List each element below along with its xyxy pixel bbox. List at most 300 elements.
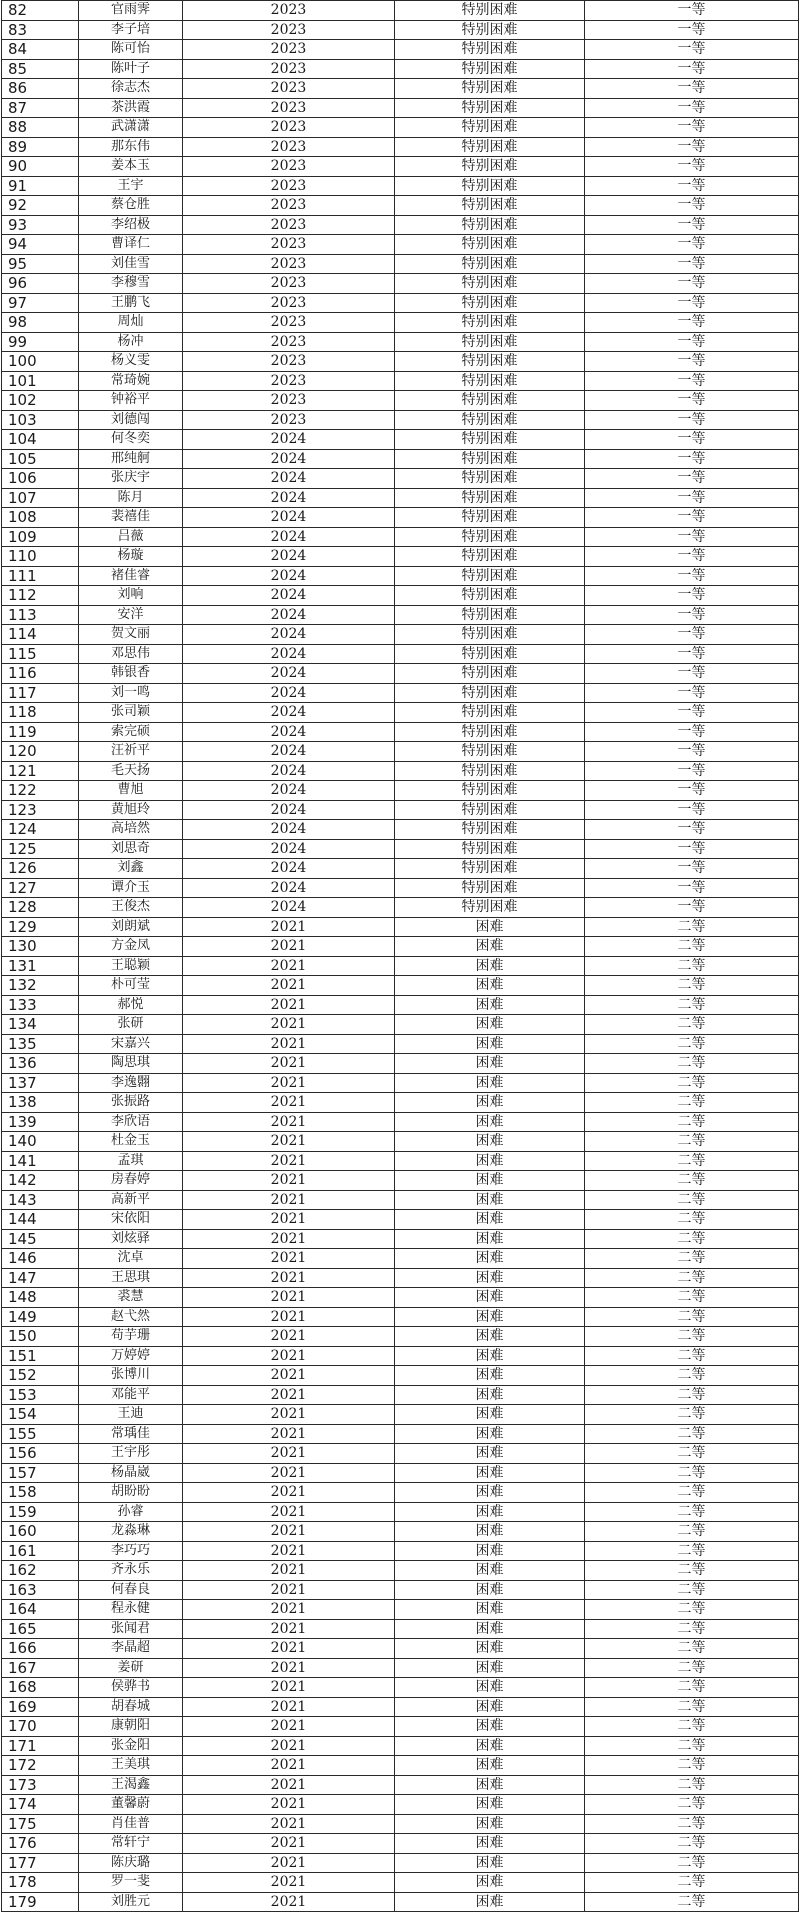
grade-year-cell: 2024 <box>183 586 395 606</box>
row-number-cell: 122 <box>2 781 79 801</box>
grade-year-cell: 2021 <box>183 1268 395 1288</box>
grade-year-cell: 2021 <box>183 1034 395 1054</box>
award-level-cell: 一等 <box>585 586 799 606</box>
difficulty-category-cell: 困难 <box>395 1307 585 1327</box>
difficulty-category-cell: 特别困难 <box>395 235 585 255</box>
grade-year-cell: 2021 <box>183 1346 395 1366</box>
student-name-cell: 黄旭玲 <box>79 800 183 820</box>
grade-year-cell: 2023 <box>183 391 395 411</box>
table-row <box>2 59 799 79</box>
difficulty-category-cell: 特别困难 <box>395 742 585 762</box>
award-level-cell: 一等 <box>585 274 799 294</box>
table-row <box>2 1171 799 1191</box>
table-row <box>2 1795 799 1815</box>
grade-year-cell: 2024 <box>183 430 395 450</box>
award-level-cell: 二等 <box>585 1717 799 1737</box>
difficulty-category-cell: 特别困难 <box>395 703 585 723</box>
award-level-cell: 二等 <box>585 1775 799 1795</box>
grade-year-cell: 2021 <box>183 1132 395 1152</box>
difficulty-category-cell: 困难 <box>395 1210 585 1230</box>
table-row <box>2 605 799 625</box>
award-level-cell: 二等 <box>585 917 799 937</box>
award-level-cell: 二等 <box>585 1658 799 1678</box>
award-level-cell: 一等 <box>585 527 799 547</box>
award-level-cell: 二等 <box>585 1268 799 1288</box>
grade-year-cell: 2024 <box>183 449 395 469</box>
difficulty-category-cell: 特别困难 <box>395 215 585 235</box>
row-number-cell: 178 <box>2 1873 79 1893</box>
student-name-cell: 李子培 <box>79 20 183 40</box>
difficulty-category-cell: 困难 <box>395 1424 585 1444</box>
table-row <box>2 742 799 762</box>
grade-year-cell: 2021 <box>183 1775 395 1795</box>
student-name-cell: 胡春城 <box>79 1697 183 1717</box>
difficulty-category-cell: 困难 <box>395 1892 585 1912</box>
student-name-cell: 常轩宁 <box>79 1834 183 1854</box>
award-level-cell: 一等 <box>585 313 799 333</box>
grade-year-cell: 2021 <box>183 1151 395 1171</box>
award-level-cell: 二等 <box>585 1151 799 1171</box>
award-level-cell: 一等 <box>585 625 799 645</box>
difficulty-category-cell: 特别困难 <box>395 20 585 40</box>
difficulty-category-cell: 困难 <box>395 1112 585 1132</box>
grade-year-cell: 2023 <box>183 254 395 274</box>
table-row <box>2 1190 799 1210</box>
student-name-cell: 王思琪 <box>79 1268 183 1288</box>
table-row <box>2 820 799 840</box>
table-row <box>2 898 799 918</box>
grade-year-cell: 2024 <box>183 898 395 918</box>
grade-year-cell: 2021 <box>183 1580 395 1600</box>
row-number-cell: 152 <box>2 1366 79 1386</box>
difficulty-category-cell: 特别困难 <box>395 664 585 684</box>
award-level-cell: 二等 <box>585 1561 799 1581</box>
difficulty-category-cell: 特别困难 <box>395 313 585 333</box>
row-number-cell: 170 <box>2 1717 79 1737</box>
student-name-cell: 万婷婷 <box>79 1346 183 1366</box>
table-body <box>2 1 799 1912</box>
award-level-cell: 一等 <box>585 644 799 664</box>
student-name-cell: 侯骅书 <box>79 1678 183 1698</box>
difficulty-category-cell: 特别困难 <box>395 332 585 352</box>
award-level-cell: 一等 <box>585 196 799 216</box>
row-number-cell: 93 <box>2 215 79 235</box>
row-number-cell: 97 <box>2 293 79 313</box>
difficulty-category-cell: 特别困难 <box>395 508 585 528</box>
difficulty-category-cell: 特别困难 <box>395 644 585 664</box>
table-row <box>2 1658 799 1678</box>
difficulty-category-cell: 困难 <box>395 1600 585 1620</box>
student-name-cell: 那东伟 <box>79 137 183 157</box>
row-number-cell: 160 <box>2 1522 79 1542</box>
table-row <box>2 1892 799 1912</box>
table-row <box>2 1639 799 1659</box>
table-row <box>2 761 799 781</box>
grade-year-cell: 2021 <box>183 1658 395 1678</box>
award-level-cell: 二等 <box>585 1307 799 1327</box>
award-level-cell: 二等 <box>585 1405 799 1425</box>
student-name-cell: 宋嘉兴 <box>79 1034 183 1054</box>
grade-year-cell: 2021 <box>183 1483 395 1503</box>
difficulty-category-cell: 特别困难 <box>395 196 585 216</box>
row-number-cell: 164 <box>2 1600 79 1620</box>
student-name-cell: 陶思琪 <box>79 1054 183 1074</box>
grade-year-cell: 2024 <box>183 488 395 508</box>
student-name-cell: 王迪 <box>79 1405 183 1425</box>
student-name-cell: 朴可莹 <box>79 976 183 996</box>
grade-year-cell: 2023 <box>183 215 395 235</box>
student-name-cell: 宋依阳 <box>79 1210 183 1230</box>
table-row <box>2 391 799 411</box>
grade-year-cell: 2021 <box>183 1171 395 1191</box>
difficulty-category-cell: 特别困难 <box>395 59 585 79</box>
student-name-cell: 邓能平 <box>79 1385 183 1405</box>
award-level-cell: 二等 <box>585 1190 799 1210</box>
row-number-cell: 157 <box>2 1463 79 1483</box>
table-row <box>2 1580 799 1600</box>
student-name-cell: 韩银香 <box>79 664 183 684</box>
row-number-cell: 175 <box>2 1814 79 1834</box>
table-row <box>2 625 799 645</box>
table-row <box>2 1385 799 1405</box>
grade-year-cell: 2023 <box>183 332 395 352</box>
table-row <box>2 703 799 723</box>
award-level-cell: 二等 <box>585 995 799 1015</box>
award-level-cell: 一等 <box>585 157 799 177</box>
student-name-cell: 方金凤 <box>79 937 183 957</box>
grade-year-cell: 2021 <box>183 1054 395 1074</box>
difficulty-category-cell: 困难 <box>395 1639 585 1659</box>
table-row <box>2 1 799 21</box>
award-level-cell: 一等 <box>585 761 799 781</box>
row-number-cell: 159 <box>2 1502 79 1522</box>
award-level-cell: 二等 <box>585 1132 799 1152</box>
difficulty-category-cell: 困难 <box>395 1346 585 1366</box>
row-number-cell: 107 <box>2 488 79 508</box>
table-row <box>2 1619 799 1639</box>
row-number-cell: 161 <box>2 1541 79 1561</box>
row-number-cell: 167 <box>2 1658 79 1678</box>
student-name-cell: 陈庆璐 <box>79 1853 183 1873</box>
difficulty-category-cell: 特别困难 <box>395 469 585 489</box>
student-name-cell: 褚佳睿 <box>79 566 183 586</box>
difficulty-category-cell: 困难 <box>395 1483 585 1503</box>
student-name-cell: 李穆雪 <box>79 274 183 294</box>
award-level-cell: 二等 <box>585 1054 799 1074</box>
difficulty-category-cell: 困难 <box>395 1054 585 1074</box>
award-level-cell: 一等 <box>585 820 799 840</box>
row-number-cell: 147 <box>2 1268 79 1288</box>
student-name-cell: 常瑀佳 <box>79 1424 183 1444</box>
student-name-cell: 武潇潇 <box>79 118 183 138</box>
award-level-cell: 一等 <box>585 449 799 469</box>
student-name-cell: 王鹏飞 <box>79 293 183 313</box>
grade-year-cell: 2023 <box>183 410 395 430</box>
row-number-cell: 111 <box>2 566 79 586</box>
grade-year-cell: 2024 <box>183 527 395 547</box>
grade-year-cell: 2021 <box>183 1678 395 1698</box>
grade-year-cell: 2024 <box>183 469 395 489</box>
row-number-cell: 83 <box>2 20 79 40</box>
row-number-cell: 85 <box>2 59 79 79</box>
award-level-cell: 一等 <box>585 118 799 138</box>
row-number-cell: 103 <box>2 410 79 430</box>
table-row <box>2 352 799 372</box>
student-name-cell: 安洋 <box>79 605 183 625</box>
student-name-cell: 张振路 <box>79 1093 183 1113</box>
difficulty-category-cell: 特别困难 <box>395 449 585 469</box>
award-level-cell: 二等 <box>585 1483 799 1503</box>
row-number-cell: 126 <box>2 859 79 879</box>
row-number-cell: 96 <box>2 274 79 294</box>
grade-year-cell: 2021 <box>183 1873 395 1893</box>
difficulty-category-cell: 困难 <box>395 1580 585 1600</box>
grade-year-cell: 2021 <box>183 917 395 937</box>
table-row <box>2 1541 799 1561</box>
award-level-cell: 二等 <box>585 1229 799 1249</box>
student-name-cell: 张庆宇 <box>79 469 183 489</box>
grade-year-cell: 2021 <box>183 1600 395 1620</box>
row-number-cell: 117 <box>2 683 79 703</box>
row-number-cell: 95 <box>2 254 79 274</box>
student-name-cell: 周灿 <box>79 313 183 333</box>
grade-year-cell: 2021 <box>183 1307 395 1327</box>
row-number-cell: 125 <box>2 839 79 859</box>
row-number-cell: 136 <box>2 1054 79 1074</box>
difficulty-category-cell: 特别困难 <box>395 79 585 99</box>
difficulty-category-cell: 困难 <box>395 1697 585 1717</box>
student-name-cell: 赵弋然 <box>79 1307 183 1327</box>
difficulty-category-cell: 困难 <box>395 1756 585 1776</box>
student-name-cell: 李巧巧 <box>79 1541 183 1561</box>
row-number-cell: 169 <box>2 1697 79 1717</box>
row-number-cell: 87 <box>2 98 79 118</box>
row-number-cell: 149 <box>2 1307 79 1327</box>
student-name-cell: 曹译仁 <box>79 235 183 255</box>
grade-year-cell: 2021 <box>183 956 395 976</box>
table-row <box>2 274 799 294</box>
row-number-cell: 116 <box>2 664 79 684</box>
award-level-cell: 二等 <box>585 1444 799 1464</box>
difficulty-category-cell: 困难 <box>395 1034 585 1054</box>
grade-year-cell: 2021 <box>183 1697 395 1717</box>
difficulty-category-cell: 困难 <box>395 1463 585 1483</box>
grade-year-cell: 2021 <box>183 1834 395 1854</box>
award-level-cell: 二等 <box>585 1502 799 1522</box>
table-row <box>2 1307 799 1327</box>
table-row <box>2 254 799 274</box>
grade-year-cell: 2023 <box>183 176 395 196</box>
row-number-cell: 150 <box>2 1327 79 1347</box>
student-name-cell: 王宇彤 <box>79 1444 183 1464</box>
grade-year-cell: 2021 <box>183 1639 395 1659</box>
table-row <box>2 839 799 859</box>
row-number-cell: 105 <box>2 449 79 469</box>
grade-year-cell: 2024 <box>183 664 395 684</box>
table-row <box>2 1424 799 1444</box>
difficulty-category-cell: 困难 <box>395 956 585 976</box>
row-number-cell: 154 <box>2 1405 79 1425</box>
row-number-cell: 118 <box>2 703 79 723</box>
student-name-cell: 蔡仓胜 <box>79 196 183 216</box>
row-number-cell: 153 <box>2 1385 79 1405</box>
difficulty-category-cell: 困难 <box>395 1444 585 1464</box>
difficulty-category-cell: 困难 <box>395 1151 585 1171</box>
difficulty-category-cell: 困难 <box>395 917 585 937</box>
grade-year-cell: 2021 <box>183 1366 395 1386</box>
row-number-cell: 158 <box>2 1483 79 1503</box>
student-name-cell: 裘慧 <box>79 1288 183 1308</box>
award-level-cell: 二等 <box>585 1678 799 1698</box>
grade-year-cell: 2021 <box>183 1853 395 1873</box>
award-level-cell: 一等 <box>585 566 799 586</box>
award-level-cell: 一等 <box>585 254 799 274</box>
difficulty-category-cell: 困难 <box>395 1619 585 1639</box>
student-name-cell: 张研 <box>79 1015 183 1035</box>
award-level-cell: 二等 <box>585 1736 799 1756</box>
award-level-cell: 二等 <box>585 1327 799 1347</box>
row-number-cell: 82 <box>2 1 79 21</box>
difficulty-category-cell: 困难 <box>395 1268 585 1288</box>
award-level-cell: 一等 <box>585 664 799 684</box>
table-row <box>2 1756 799 1776</box>
row-number-cell: 113 <box>2 605 79 625</box>
table-row <box>2 956 799 976</box>
grade-year-cell: 2024 <box>183 820 395 840</box>
difficulty-category-cell: 困难 <box>395 1658 585 1678</box>
award-level-cell: 一等 <box>585 839 799 859</box>
difficulty-category-cell: 特别困难 <box>395 761 585 781</box>
row-number-cell: 172 <box>2 1756 79 1776</box>
award-level-cell: 一等 <box>585 40 799 60</box>
award-level-cell: 一等 <box>585 859 799 879</box>
grade-year-cell: 2024 <box>183 839 395 859</box>
table-row <box>2 449 799 469</box>
difficulty-category-cell: 困难 <box>395 1717 585 1737</box>
difficulty-category-cell: 困难 <box>395 1541 585 1561</box>
grade-year-cell: 2021 <box>183 1327 395 1347</box>
grade-year-cell: 2021 <box>183 1756 395 1776</box>
difficulty-category-cell: 特别困难 <box>395 781 585 801</box>
difficulty-category-cell: 困难 <box>395 1366 585 1386</box>
row-number-cell: 94 <box>2 235 79 255</box>
award-level-cell: 二等 <box>585 1697 799 1717</box>
grade-year-cell: 2024 <box>183 878 395 898</box>
award-level-cell: 一等 <box>585 391 799 411</box>
roster-table <box>1 0 799 1912</box>
grade-year-cell: 2024 <box>183 625 395 645</box>
grade-year-cell: 2023 <box>183 196 395 216</box>
table-row <box>2 469 799 489</box>
grade-year-cell: 2024 <box>183 742 395 762</box>
grade-year-cell: 2024 <box>183 703 395 723</box>
difficulty-category-cell: 特别困难 <box>395 586 585 606</box>
grade-year-cell: 2021 <box>183 937 395 957</box>
student-name-cell: 陈叶子 <box>79 59 183 79</box>
table-row <box>2 430 799 450</box>
difficulty-category-cell: 困难 <box>395 1405 585 1425</box>
row-number-cell: 179 <box>2 1892 79 1912</box>
table-row <box>2 176 799 196</box>
student-name-cell: 张司颖 <box>79 703 183 723</box>
row-number-cell: 141 <box>2 1151 79 1171</box>
row-number-cell: 131 <box>2 956 79 976</box>
student-name-cell: 郝悦 <box>79 995 183 1015</box>
student-name-cell: 房春婷 <box>79 1171 183 1191</box>
table-row <box>2 1249 799 1269</box>
table-row <box>2 79 799 99</box>
grade-year-cell: 2023 <box>183 98 395 118</box>
table-row <box>2 1678 799 1698</box>
grade-year-cell: 2023 <box>183 79 395 99</box>
table-row <box>2 118 799 138</box>
table-row <box>2 1093 799 1113</box>
grade-year-cell: 2021 <box>183 1717 395 1737</box>
table-row <box>2 1366 799 1386</box>
table-row <box>2 800 799 820</box>
difficulty-category-cell: 困难 <box>395 1795 585 1815</box>
award-level-cell: 二等 <box>585 1112 799 1132</box>
award-level-cell: 一等 <box>585 488 799 508</box>
student-name-cell: 董馨蔚 <box>79 1795 183 1815</box>
student-name-cell: 王俊杰 <box>79 898 183 918</box>
award-level-cell: 二等 <box>585 1424 799 1444</box>
row-number-cell: 119 <box>2 722 79 742</box>
difficulty-category-cell: 困难 <box>395 1288 585 1308</box>
student-name-cell: 沈卓 <box>79 1249 183 1269</box>
difficulty-category-cell: 困难 <box>395 1502 585 1522</box>
table-row <box>2 20 799 40</box>
student-name-cell: 孙睿 <box>79 1502 183 1522</box>
award-level-cell: 一等 <box>585 878 799 898</box>
student-name-cell: 毛天扬 <box>79 761 183 781</box>
student-name-cell: 刘一鸣 <box>79 683 183 703</box>
table-row <box>2 215 799 235</box>
grade-year-cell: 2023 <box>183 137 395 157</box>
row-number-cell: 102 <box>2 391 79 411</box>
student-name-cell: 李欣语 <box>79 1112 183 1132</box>
award-level-cell: 一等 <box>585 20 799 40</box>
row-number-cell: 100 <box>2 352 79 372</box>
table-row <box>2 1268 799 1288</box>
row-number-cell: 156 <box>2 1444 79 1464</box>
grade-year-cell: 2023 <box>183 20 395 40</box>
row-number-cell: 165 <box>2 1619 79 1639</box>
grade-year-cell: 2023 <box>183 371 395 391</box>
table-row <box>2 878 799 898</box>
student-name-cell: 钟裕平 <box>79 391 183 411</box>
grade-year-cell: 2023 <box>183 59 395 79</box>
row-number-cell: 151 <box>2 1346 79 1366</box>
difficulty-category-cell: 困难 <box>395 976 585 996</box>
grade-year-cell: 2021 <box>183 1736 395 1756</box>
grade-year-cell: 2021 <box>183 1444 395 1464</box>
row-number-cell: 145 <box>2 1229 79 1249</box>
grade-year-cell: 2024 <box>183 722 395 742</box>
row-number-cell: 163 <box>2 1580 79 1600</box>
difficulty-category-cell: 困难 <box>395 1229 585 1249</box>
table-row <box>2 566 799 586</box>
table-row <box>2 1502 799 1522</box>
difficulty-category-cell: 特别困难 <box>395 176 585 196</box>
row-number-cell: 109 <box>2 527 79 547</box>
award-level-cell: 一等 <box>585 781 799 801</box>
grade-year-cell: 2023 <box>183 293 395 313</box>
row-number-cell: 91 <box>2 176 79 196</box>
table-row <box>2 1015 799 1035</box>
difficulty-category-cell: 困难 <box>395 1814 585 1834</box>
difficulty-category-cell: 特别困难 <box>395 410 585 430</box>
